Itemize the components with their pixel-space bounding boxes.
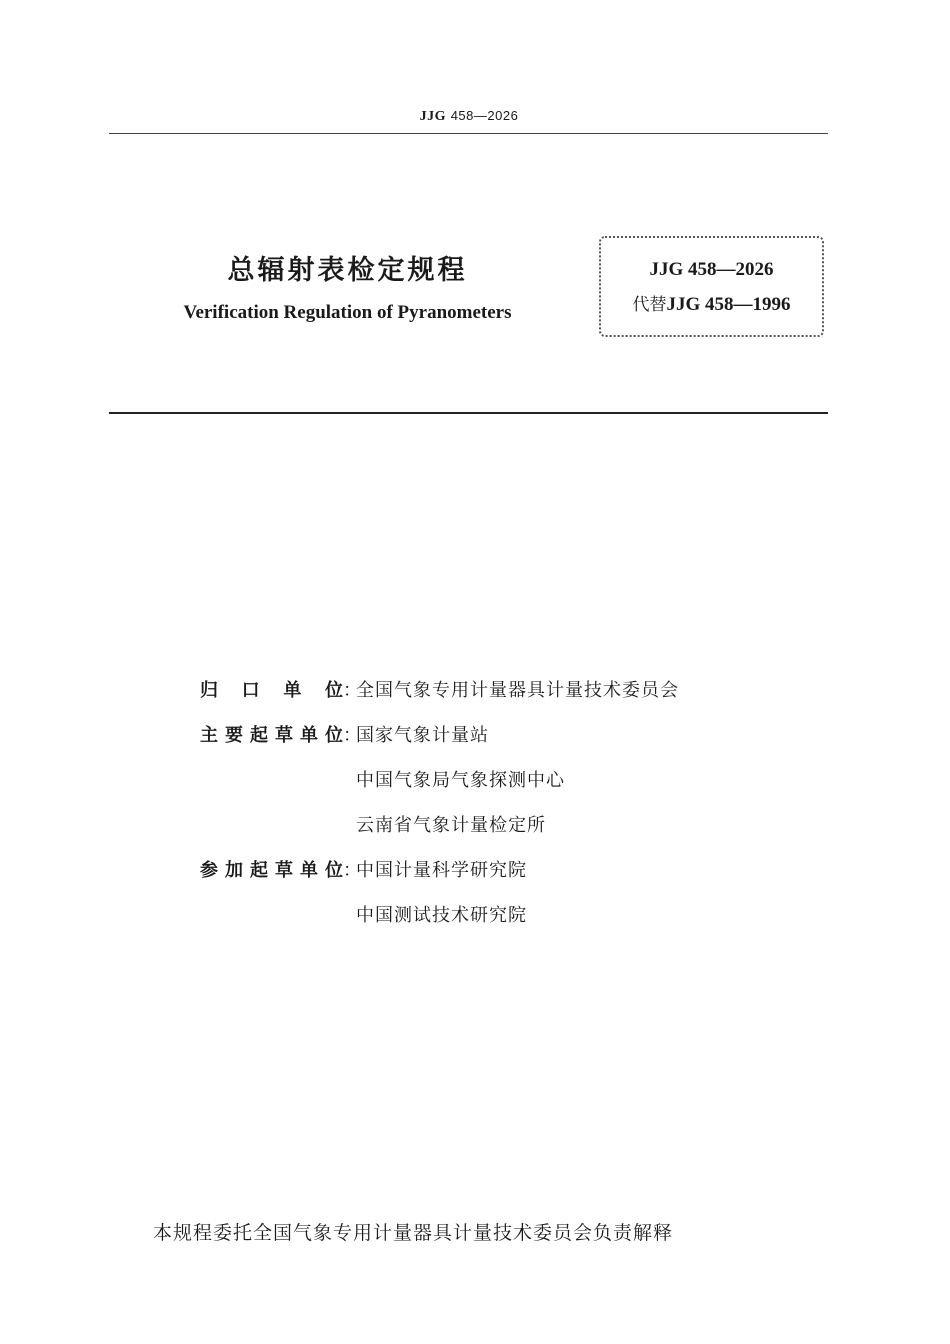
- main-drafting-unit-row: [200, 811, 800, 856]
- main-drafting-unit-value: 中国气象局气象探测中心: [356, 770, 565, 791]
- main-drafting-unit-label: 主 要 起 草 单 位: [200, 725, 343, 746]
- title-section-rule: [109, 412, 828, 414]
- participating-unit-value: 中国测试技术研究院: [356, 905, 527, 926]
- label-colon: ：: [343, 725, 361, 746]
- main-drafting-unit-value: 云南省气象计量检定所: [356, 815, 546, 836]
- replaces-code: [601, 290, 822, 316]
- standard-code: JJG 458—2026: [649, 259, 774, 280]
- main-drafting-unit-row: [200, 766, 800, 811]
- participating-unit-row: [200, 856, 800, 901]
- responsible-unit-label: 归 口 单 位: [200, 680, 343, 701]
- title-chinese: 总辐射表检定规程: [227, 255, 468, 286]
- participating-unit-row: [200, 901, 800, 946]
- main-drafting-unit-value: 国家气象计量站: [356, 725, 489, 746]
- replaces-label: 代替: [632, 295, 667, 315]
- interpretation-note: 本规程委托全国气象专用计量器具计量技术委员会负责解释: [153, 1222, 674, 1244]
- participating-unit-value: 中国计量科学研究院: [356, 860, 527, 881]
- replaced-standard-code: JJG 458—1996: [666, 294, 791, 315]
- participating-unit-label: 参 加 起 草 单 位: [200, 860, 343, 881]
- header-code-number: 458—2026: [450, 108, 519, 123]
- header-rule: [109, 133, 828, 134]
- responsible-unit-row: [200, 676, 800, 721]
- running-header-code: [0, 108, 938, 125]
- title-english: Verification Regulation of Pyranometers: [183, 302, 512, 323]
- main-drafting-unit-row: [200, 721, 800, 766]
- label-colon: ：: [343, 860, 361, 881]
- standard-code-box: [599, 236, 824, 337]
- organizations-block: [200, 676, 800, 946]
- header-code-prefix: JJG: [419, 109, 447, 124]
- responsible-unit-value: 全国气象专用计量器具计量技术委员会: [356, 680, 679, 701]
- label-colon: ：: [343, 680, 361, 701]
